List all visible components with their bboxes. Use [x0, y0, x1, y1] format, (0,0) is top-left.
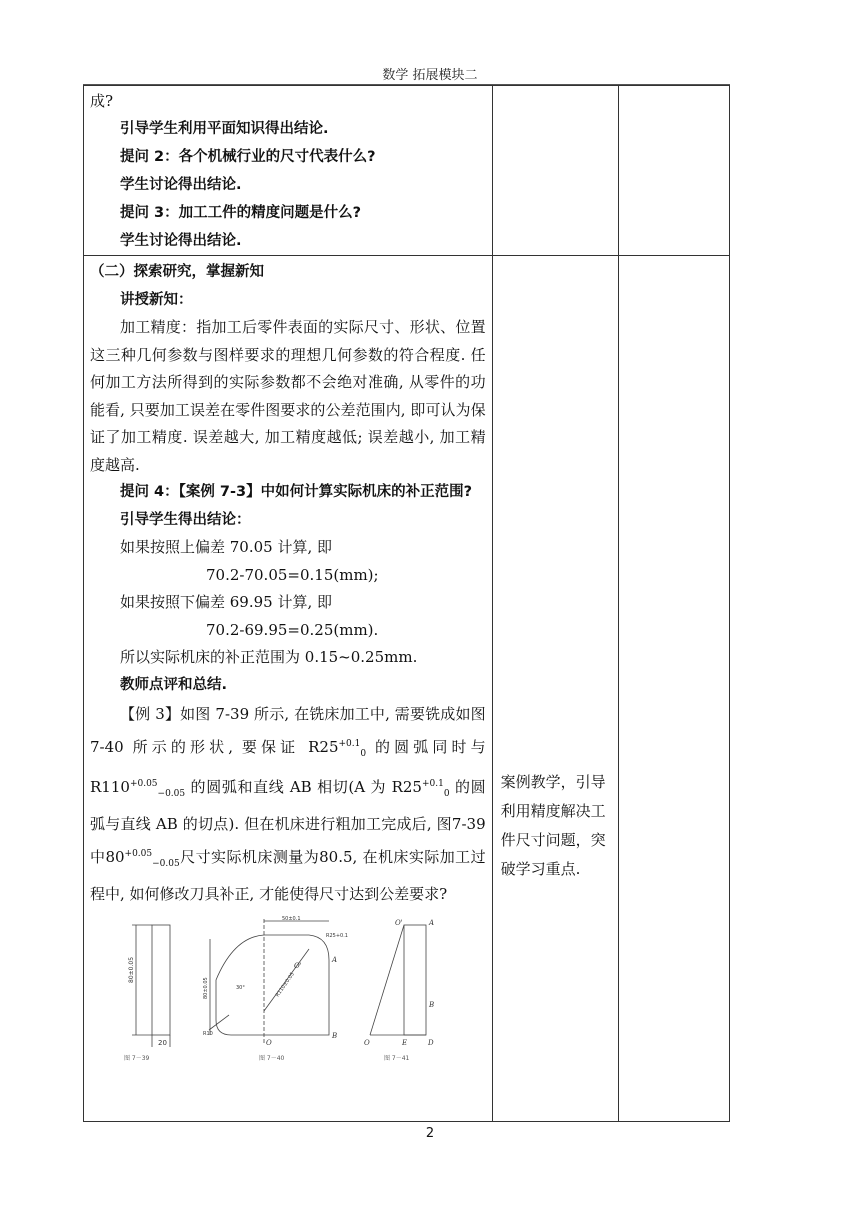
figure-7-40: [209, 919, 329, 1043]
content-cell: [84, 86, 493, 256]
notes-cell: [618, 256, 729, 1122]
question-3-text: 提问 3：加工工件的精度问题是什么?: [120, 205, 362, 221]
guide-line: 引导学生利用平面知识得出结论.: [120, 120, 329, 137]
question-2-text: 提问 2：各个机械行业的尺寸代表什么?: [120, 149, 376, 165]
definition-paragraph: 加工精度：指加工后零件表面的实际尺寸、形状、位置这三种几何参数与图样要求的理想几何参数的符合程度. 任何加工方法所得到的实际参数都不会绝对准确, 从零件的功能看, 只要加工误差在零件图要求的公差范围内, 即可认为保证了加工精度. 误差越大, 加工精度越低; 误差越小, 加工精度越高.: [90, 318, 486, 474]
fig39-part-outline: [152, 925, 170, 1035]
content-cell: [84, 256, 493, 1122]
section-subtitle: 讲授新知：: [120, 291, 193, 308]
continued-line: 成?: [90, 92, 114, 110]
fig40-r10-label: R10: [203, 1031, 213, 1037]
question-3: [84, 199, 492, 228]
fig40-r110-label: R110±0.05: [274, 971, 296, 999]
teaching-method-note: 案例教学，引导利用精度解决工件尺寸问题，突破学习重点.: [500, 773, 606, 878]
fig39-dim-vertical: 80±0.05: [128, 956, 135, 983]
fig41-point-b: B: [429, 1001, 435, 1009]
fig40-point-o: O: [266, 1039, 272, 1047]
fig41-point-o: O: [364, 1039, 370, 1047]
fig41-point-a: A: [429, 919, 435, 927]
fig41-diagonal: [370, 925, 404, 1035]
fig40-angle-label: 30°: [236, 985, 245, 991]
page-number: 2: [425, 1126, 435, 1141]
figure-group: [84, 915, 492, 1065]
teacher-summary: 教师点评和总结.: [120, 676, 228, 693]
discussion-line: 学生讨论得出结论.: [120, 232, 242, 249]
fig40-dim-top: 50±0.1: [282, 916, 301, 922]
discussion-line: 学生讨论得出结论.: [120, 176, 242, 193]
calc-2-equation: 70.2-69.95=0.25(mm).: [206, 620, 379, 639]
question-2: [84, 143, 492, 172]
lesson-table: [83, 85, 730, 1122]
fig39-caption: 图 7－39: [124, 1055, 150, 1062]
guide-conclusion: 引导学生得出结论：: [120, 511, 251, 528]
fig41-point-d: D: [428, 1039, 434, 1047]
fig40-r25-label: R25+0.1: [326, 933, 348, 939]
fig41-part-outline: [404, 925, 426, 1035]
fig41-point-o1: O': [395, 919, 403, 927]
calc-1-equation: 70.2-70.05=0.15(mm);: [206, 565, 379, 584]
fig40-dim-left: 80±0.05: [203, 977, 209, 999]
calc-2-text: 如果按照下偏差 69.95 计算, 即: [120, 593, 333, 611]
figures-svg: [84, 915, 492, 1065]
fig41-point-e: E: [402, 1039, 408, 1047]
fig40-point-o1: O': [294, 962, 302, 970]
page-header: 数学 拓展模块二: [382, 68, 478, 83]
fig41-caption: 图 7－41: [384, 1055, 410, 1062]
notes-cell: [618, 86, 729, 256]
fig40-point-b: B: [332, 1032, 338, 1040]
calc-1-text: 如果按照上偏差 70.05 计算, 即: [120, 538, 333, 556]
fig40-caption: 图 7－40: [259, 1055, 285, 1062]
fig40-point-a: A: [332, 956, 338, 964]
section-title: （二）探索研究，掌握新知: [90, 264, 264, 280]
question-4: 提问 4：【案例 7-3】中如何计算实际机床的补正范围?: [120, 484, 473, 500]
method-cell: [492, 256, 618, 1122]
range-result: 所以实际机床的补正范围为 0.15~0.25mm.: [120, 648, 418, 666]
method-cell: [492, 86, 618, 256]
table-row: [84, 86, 730, 256]
figure-7-41: [370, 925, 426, 1035]
example-3: 【例 3】如图 7-39 所示, 在铣床加工中, 需要铣成如图 7-40 所示的形状, 要保证 $R25^{+0.1}_0$ 的圆弧同时与 $R110^{+0.05}_{-0.05}$ 的圆弧和直线 AB 相切(A 为 $R25^{+0.1}_0$ 的圆弧与直线 AB 的切点). 但在机床进行粗加工完成后, 图7-39 中$80^{+0.05}_{-0.05}$尺寸实际机床测量为80.5, 在机床实际加工过程中, 如何修改刀具补正, 才能使得尺寸达到公差要求?: [90, 705, 486, 903]
fig40-leader-line: [209, 1015, 229, 1030]
fig39-dim-horizontal: 20: [158, 1039, 167, 1047]
fig40-part-outline: [216, 935, 329, 1035]
table-row: [84, 256, 730, 1122]
figure-7-39: [132, 925, 170, 1047]
